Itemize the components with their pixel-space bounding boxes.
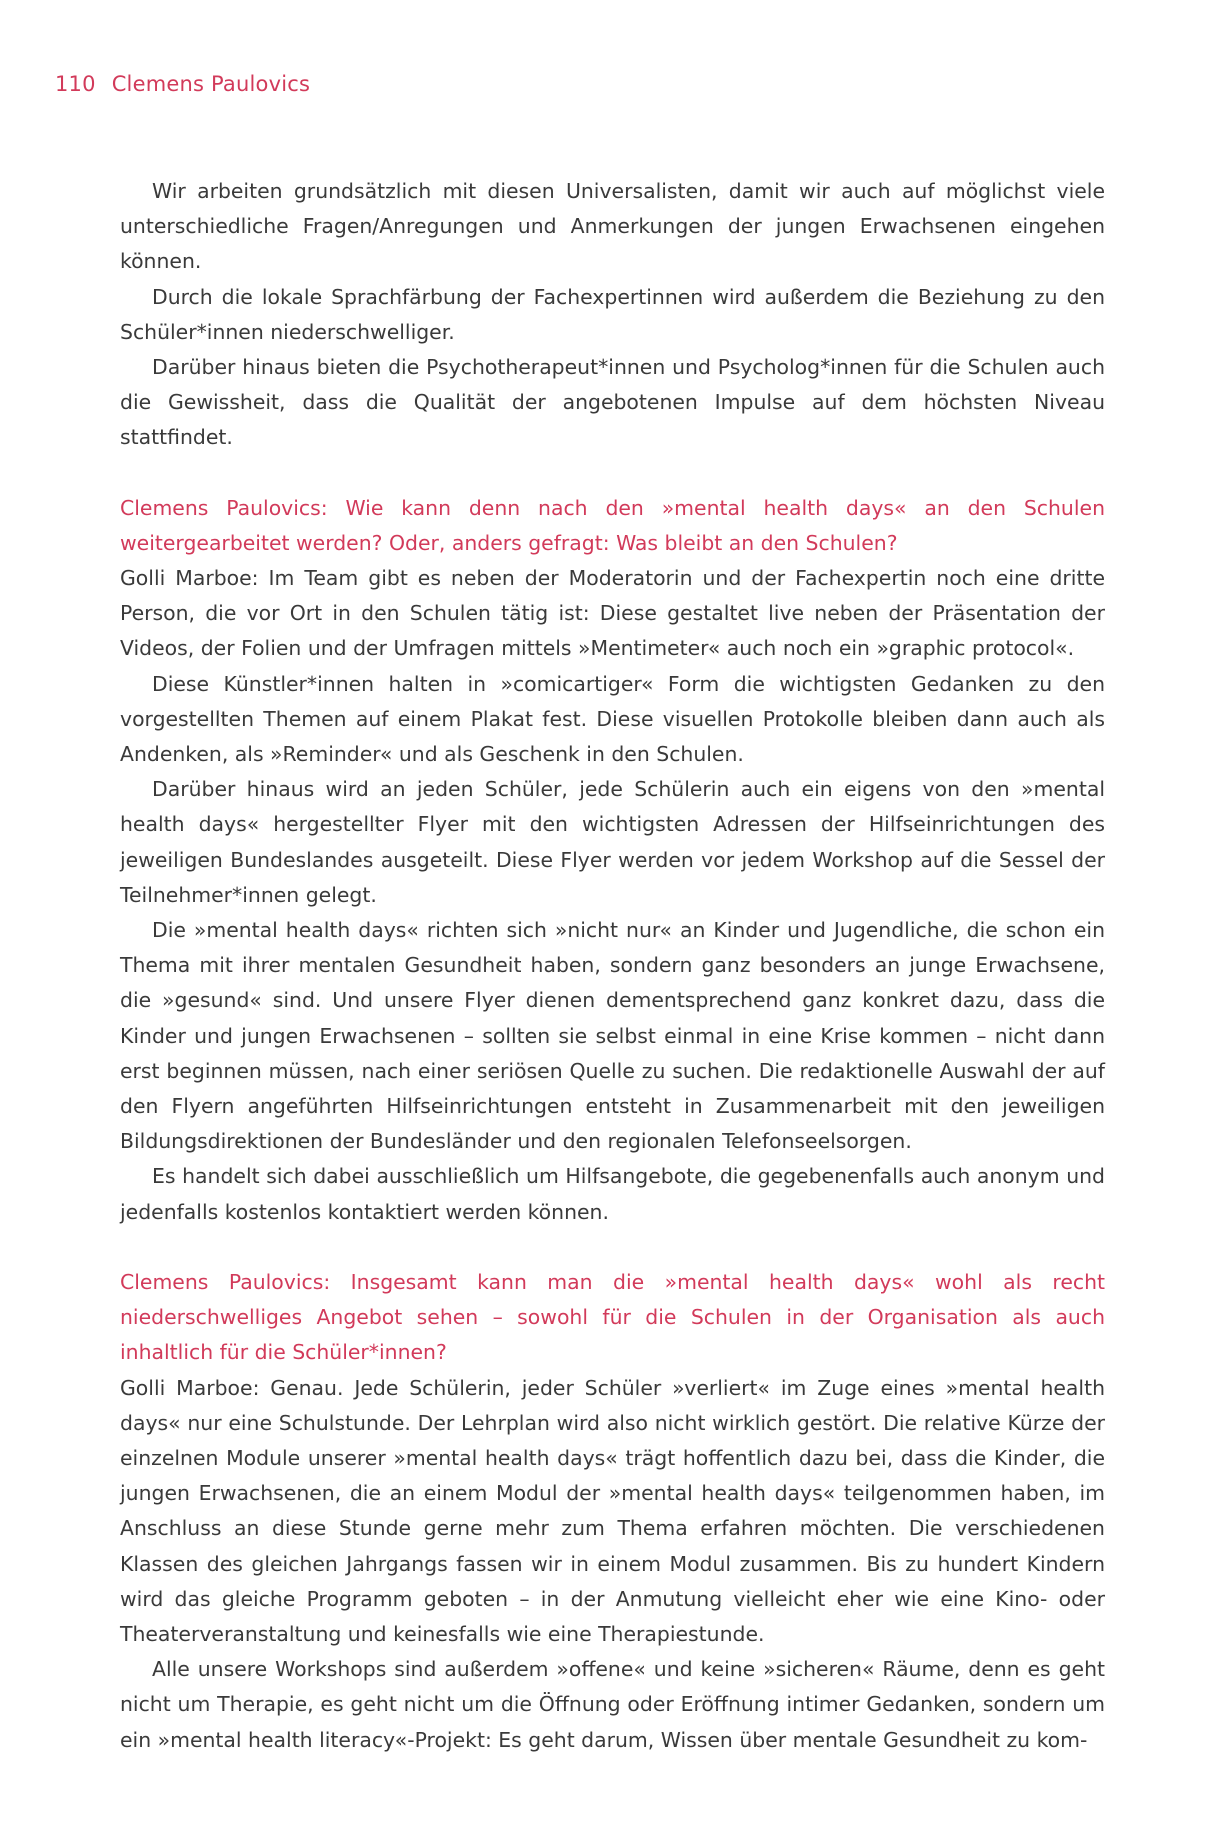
interview-paragraph: Die »mental health days« richten sich »nicht nur« an Kinder und Jugendliche, die schon ein Thema mit ihrer mentalen Gesundheit haben, sondern ganz besonders an junge Erwachsene, die »gesund« sind. Und unsere Flyer dienen dementsprechend ganz konkret dazu, dass die Kinder und jungen Erwachsenen – sollten sie selbst einmal in eine Krise kommen – nicht dann erst beginnen müssen, nach einer seriösen Quelle zu suchen. Die redaktionelle Auswahl der auf den Flyern angeführten Hilfseinrichtungen entsteht in Zusammenarbeit mit den jeweiligen Bildungsdirektionen der Bundesländer und den regionalen Telefonseelsorgen. [120,918,1105,1154]
header-author: Clemens Paulovics [111,72,311,96]
interview-question: Clemens Paulovics: Wie kann denn nach den »mental health days« an den Schulen weitergearbeitet werden? Oder, anders gefragt: Was bleibt an den Schulen? [120,495,1105,555]
interview-question: Clemens Paulovics: Insgesamt kann man die »mental health days« wohl als recht niederschwelliges Angebot sehen – sowohl für die Schulen in der Organisation als auch inhaltlich für die Schüler*innen? [120,1269,1105,1365]
interview-paragraph: Wir arbeiten grundsätzlich mit diesen Universalisten, damit wir auch auf möglichst viele unterschiedliche Fragen/Anregungen und Anmerkungen der jungen Erwachsenen eingehen können. [120,179,1105,274]
interview-paragraph: Golli Marboe: Genau. Jede Schülerin, jeder Schüler »verliert« im Zuge eines »mental health days« nur eine Schulstunde. Der Lehrplan wird also nicht wirklich gestört. Die relative Kürze der einzelnen Module unserer »mental health days« trägt hoffentlich dazu bei, dass die Kinder, die jungen Erwachsenen, die an einem Modul der »mental health days« teilgenommen haben, im Anschluss an diese Stunde gerne mehr zum Thema erfahren möchten. Die verschiedenen Klassen des gleichen Jahrgangs fassen wir in einem Modul zusammen. Bis zu hundert Kindern wird das gleiche Programm geboten – in der Anmutung vielleicht eher wie eine Kino- oder Theaterveranstaltung und keinesfalls wie eine Therapiestunde. [120,1375,1105,1646]
interview-paragraph: Alle unsere Workshops sind außerdem »offene« und keine »sicheren« Räume, denn es geht nicht um Therapie, es geht nicht um die Öffnung oder Eröffnung intimer Gedanken, sondern um ein »mental health literacy«-Projekt: Es geht darum, Wissen über mentale Gesundheit zu kom- [120,1657,1105,1752]
body-text [120,174,1105,1758]
interview-paragraph: Darüber hinaus bieten die Psychotherapeut*innen und Psycholog*innen für die Schulen auch die Gewissheit, dass die Qualität der angebotenen Impulse auf dem höchsten Niveau stattfindet. [120,355,1105,450]
interview-paragraph: Darüber hinaus wird an jeden Schüler, jede Schülerin auch ein eigens von den »mental health days« hergestellter Flyer mit den wichtigsten Adressen der Hilfseinrichtungen des jeweiligen Bundeslandes ausgeteilt. Diese Flyer werden vor jedem Workshop auf die Sessel der Teilnehmer*innen gelegt. [120,777,1105,907]
interview-paragraph: Durch die lokale Sprachfärbung der Fachexpertinnen wird außerdem die Beziehung zu den Schüler*innen niederschwelliger. [120,284,1105,344]
interview-paragraph: Es handelt sich dabei ausschließlich um Hilfsangebote, die gegebenenfalls auch anonym und jedenfalls kostenlos kontaktiert werden können. [120,1164,1105,1224]
page-number: 110 [55,72,96,96]
running-header [55,72,310,96]
interview-paragraph: Diese Künstler*innen halten in »comicartiger« Form die wichtigsten Gedanken zu den vorgestellten Themen auf einem Plakat fest. Diese visuellen Protokolle bleiben dann auch als Andenken, als »Reminder« und als Geschenk in den Schulen. [120,671,1105,767]
interview-paragraph: Golli Marboe: Im Team gibt es neben der Moderatorin und der Fachexpertin noch eine dritte Person, die vor Ort in den Schulen tätig ist: Diese gestaltet live neben der Präsentation der Videos, der Folien und der Umfragen mittels »Mentimeter« auch noch ein »graphic protocol«. [120,566,1105,661]
